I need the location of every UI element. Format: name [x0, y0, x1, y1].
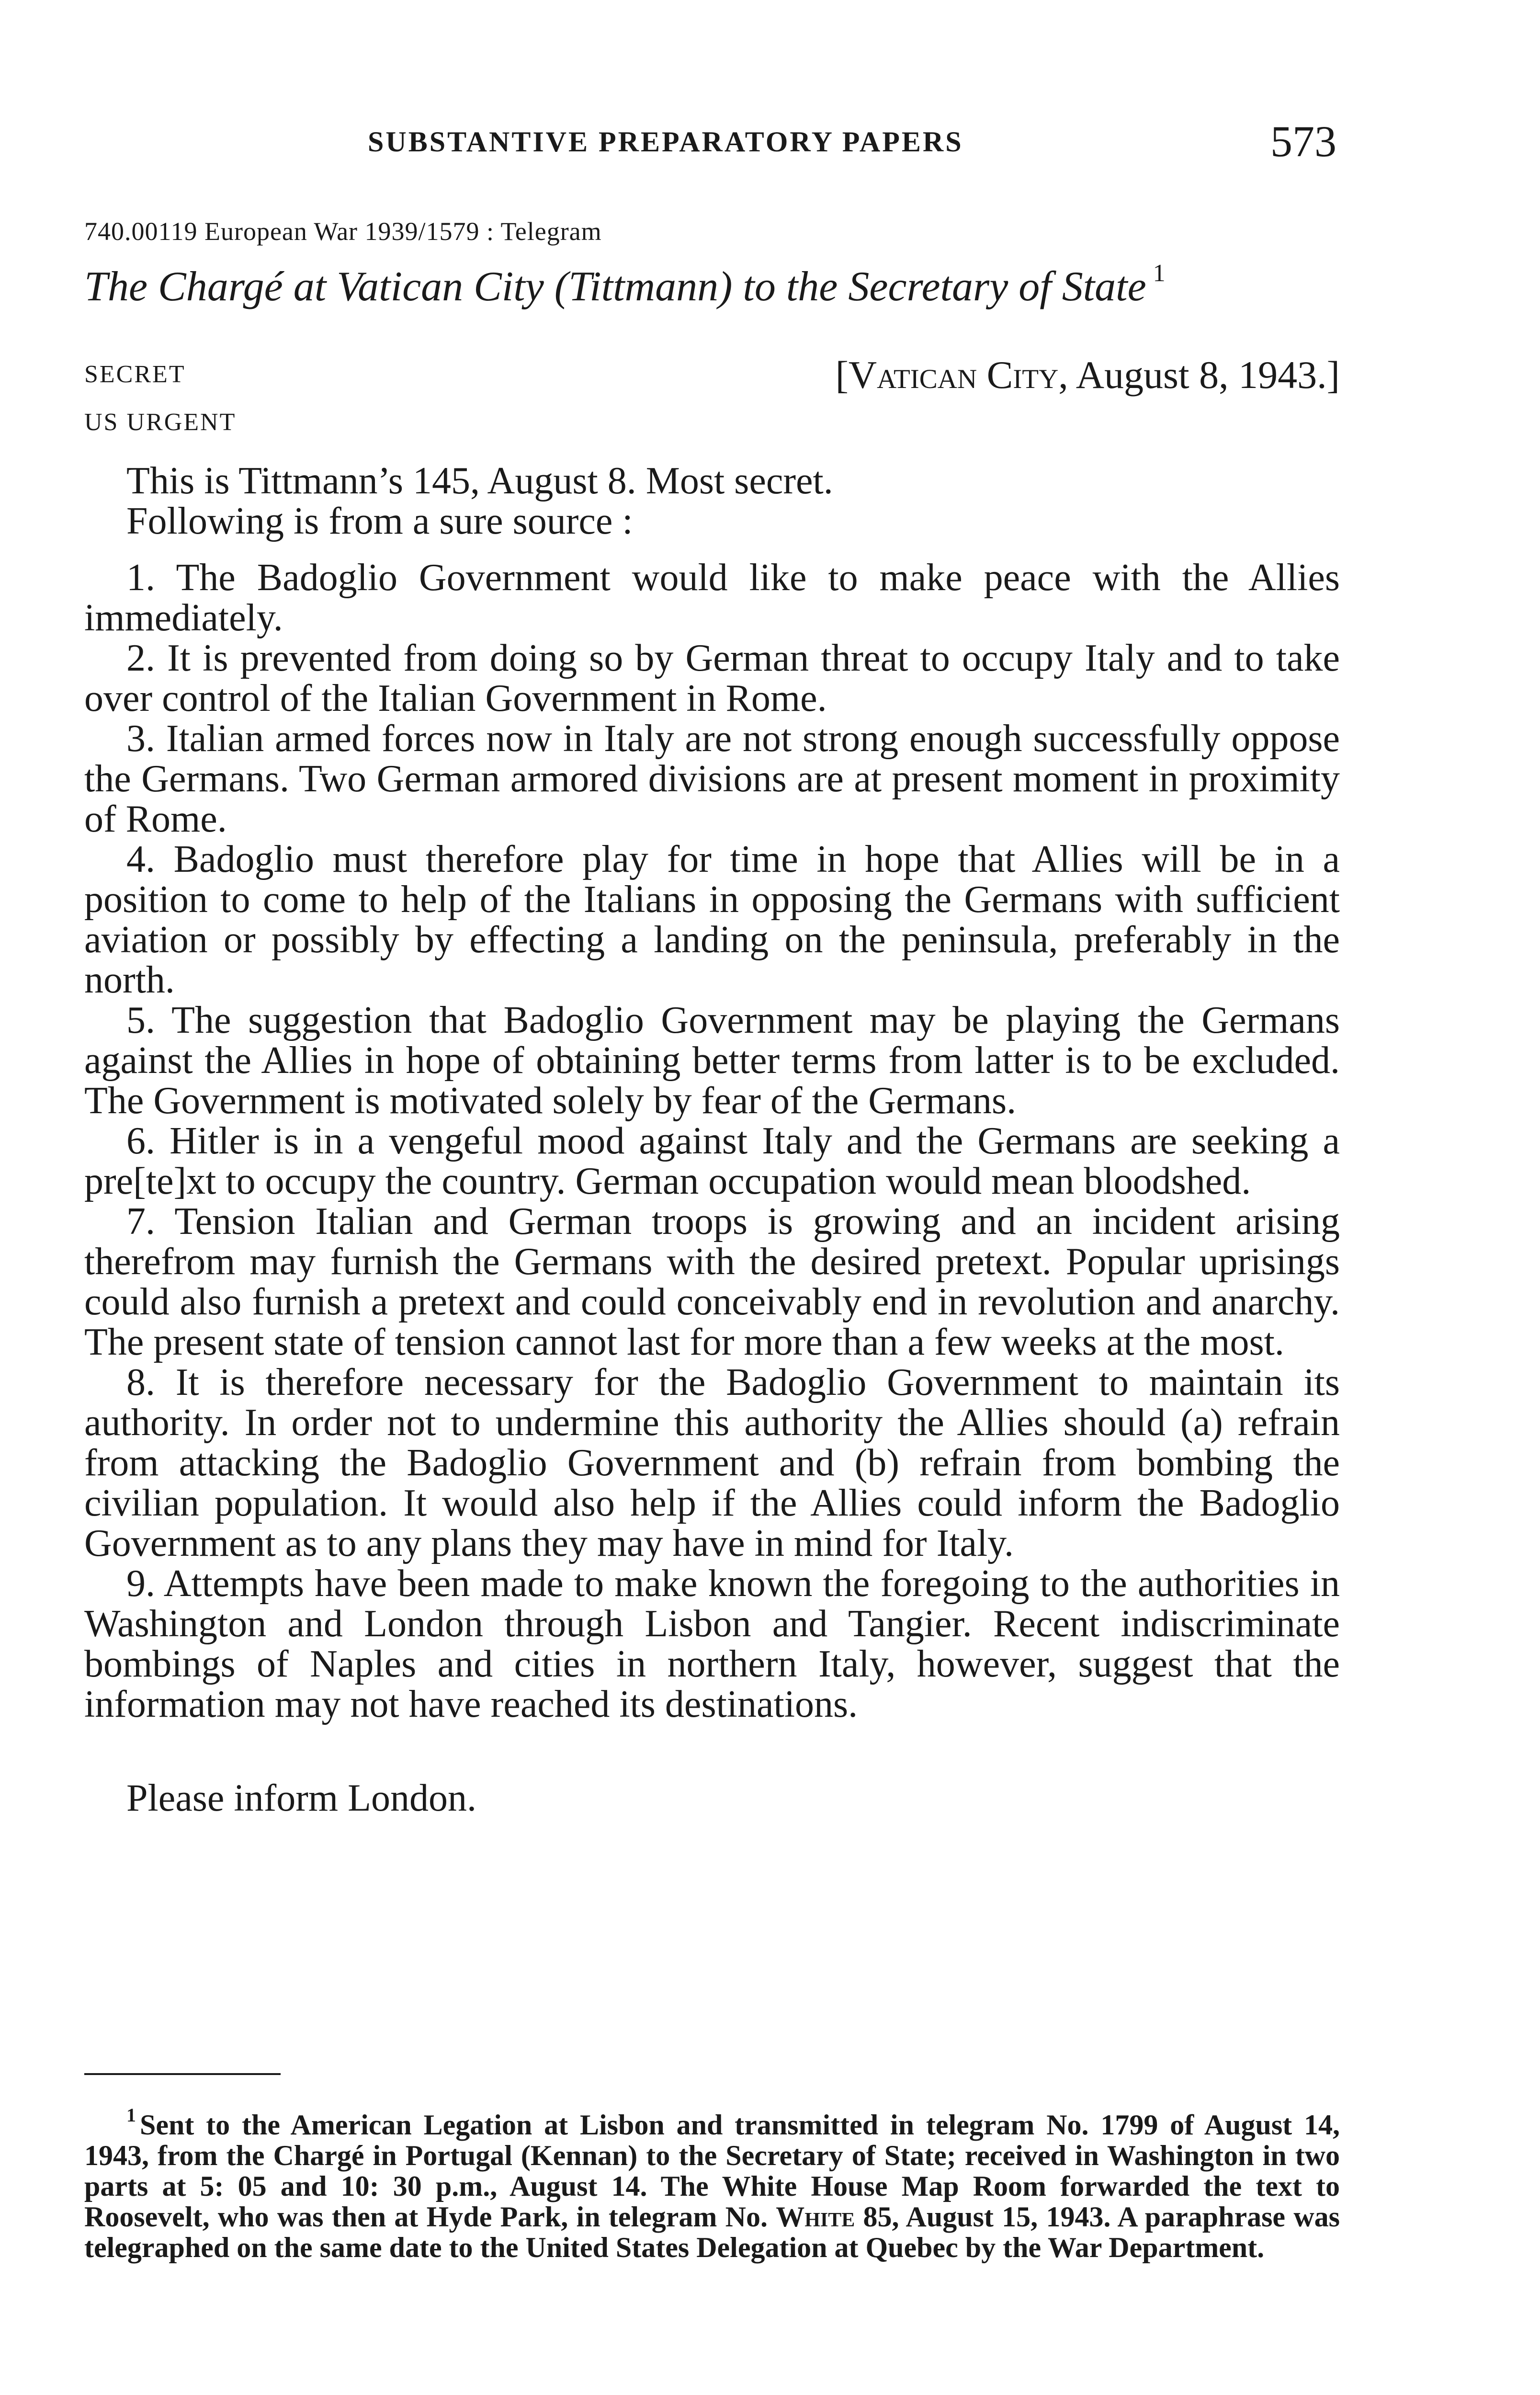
page-number: 573: [1270, 117, 1336, 166]
numbered-paragraph: 8. It is therefore necessary for the Badoglio Government to maintain its authority. In order not to undermine this authority the Allies should (a) refrain from attacking the Badoglio Government and (b) refrain from bombing the civilian population. It would also help if the Allies could inform the Badoglio Government as to any plans they may have in mind for Italy.: [84, 1361, 1340, 1564]
document-title: [84, 259, 1473, 311]
classification-secret: SECRET: [84, 361, 186, 388]
numbered-paragraph: 4. Badoglio must therefore play for time in hope that Allies will be in a position to come to help of the Italians in opposing the Germans with sufficient aviation or possibly by effecting a landing on the peninsula, preferably in the north.: [84, 838, 1340, 1001]
file-reference: 740.00119 European War 1939/1579 : Telegram: [84, 217, 602, 246]
numbered-paragraph: 3. Italian armed forces now in Italy are not strong enough successfully oppose the Germans. Two German armored divisions are at present moment in proximity of Rome.: [84, 718, 1340, 840]
numbered-paragraph: 1. The Badoglio Government would like to make peace with the Allies immediately.: [84, 557, 1340, 639]
dateline-date: , August 8, 1943.]: [1058, 353, 1340, 397]
numbered-paragraph: 2. It is prevented from doing so by German threat to occupy Italy and to take over control of the Italian Government in Rome.: [84, 637, 1340, 719]
footnote-text: Sent to the American Legation at Lisbon and transmitted in telegram No. 1799 of August 14, 1943, from the Chargé in Portugal (Kennan) to the Secretary of State; received in Washington in two parts at 5: 05 and 10: 30 p.m., August 14. The White House Map Room forwarded the text to Roosevelt, who was then at Hyde Park, in telegram No.: [84, 2109, 1340, 2233]
footnote-divider: [84, 2073, 281, 2075]
dateline-bracket: [: [835, 353, 849, 397]
footnote-text-end: 85, August 15, 1943. A paraphrase was telegraphed on the same date to the United States Delegation at Quebec by the War Department.: [84, 2201, 1340, 2263]
running-head: SUBSTANTIVE PREPARATORY PAPERS: [368, 126, 963, 158]
document-title-text: The Chargé at Vatican City (Tittmann) to the Secretary of State: [84, 263, 1146, 310]
numbered-paragraph: 6. Hitler is in a vengeful mood against Italy and the Germans are seeking a pre[te]xt to occupy the country. German occupation would mean bloodshed.: [84, 1120, 1340, 1202]
title-footnote-marker: 1: [1153, 259, 1166, 287]
opening-line: This is Tittmann’s 145, August 8. Most secret.: [126, 460, 833, 502]
dateline-place: Vatican City: [848, 353, 1059, 397]
numbered-paragraph: 7. Tension Italian and German troops is growing and an incident arising therefrom may furnish the Germans with the desired pretext. Popular uprisings could also furnish a pretext and could conceivably end in revolution and anarchy. The present state of tension cannot last for more than a few weeks at the most.: [84, 1200, 1340, 1363]
numbered-paragraph: 5. The suggestion that Badoglio Government may be playing the Germans against the Allies in hope of obtaining better terms from latter is to be excluded. The Government is motivated solely by fear of the Germans.: [84, 999, 1340, 1122]
footnote-marker: 1: [126, 2104, 136, 2126]
dateline: [836, 353, 1340, 398]
closing-line: Please inform London.: [126, 1777, 476, 1819]
footnote-smallcaps-word: White: [776, 2201, 855, 2233]
opening-line: Following is from a sure source :: [126, 500, 633, 542]
telegram-body: [84, 461, 1340, 1818]
numbered-paragraph: 9. Attempts have been made to make known the foregoing to the authorities in Washington and London through Lisbon and Tangier. Recent indiscriminate bombings of Naples and cities in northern Italy, however, suggest that the information may not have reached its destinations.: [84, 1562, 1340, 1725]
classification-urgent: US URGENT: [84, 409, 237, 436]
footnote: [84, 2103, 1340, 2263]
